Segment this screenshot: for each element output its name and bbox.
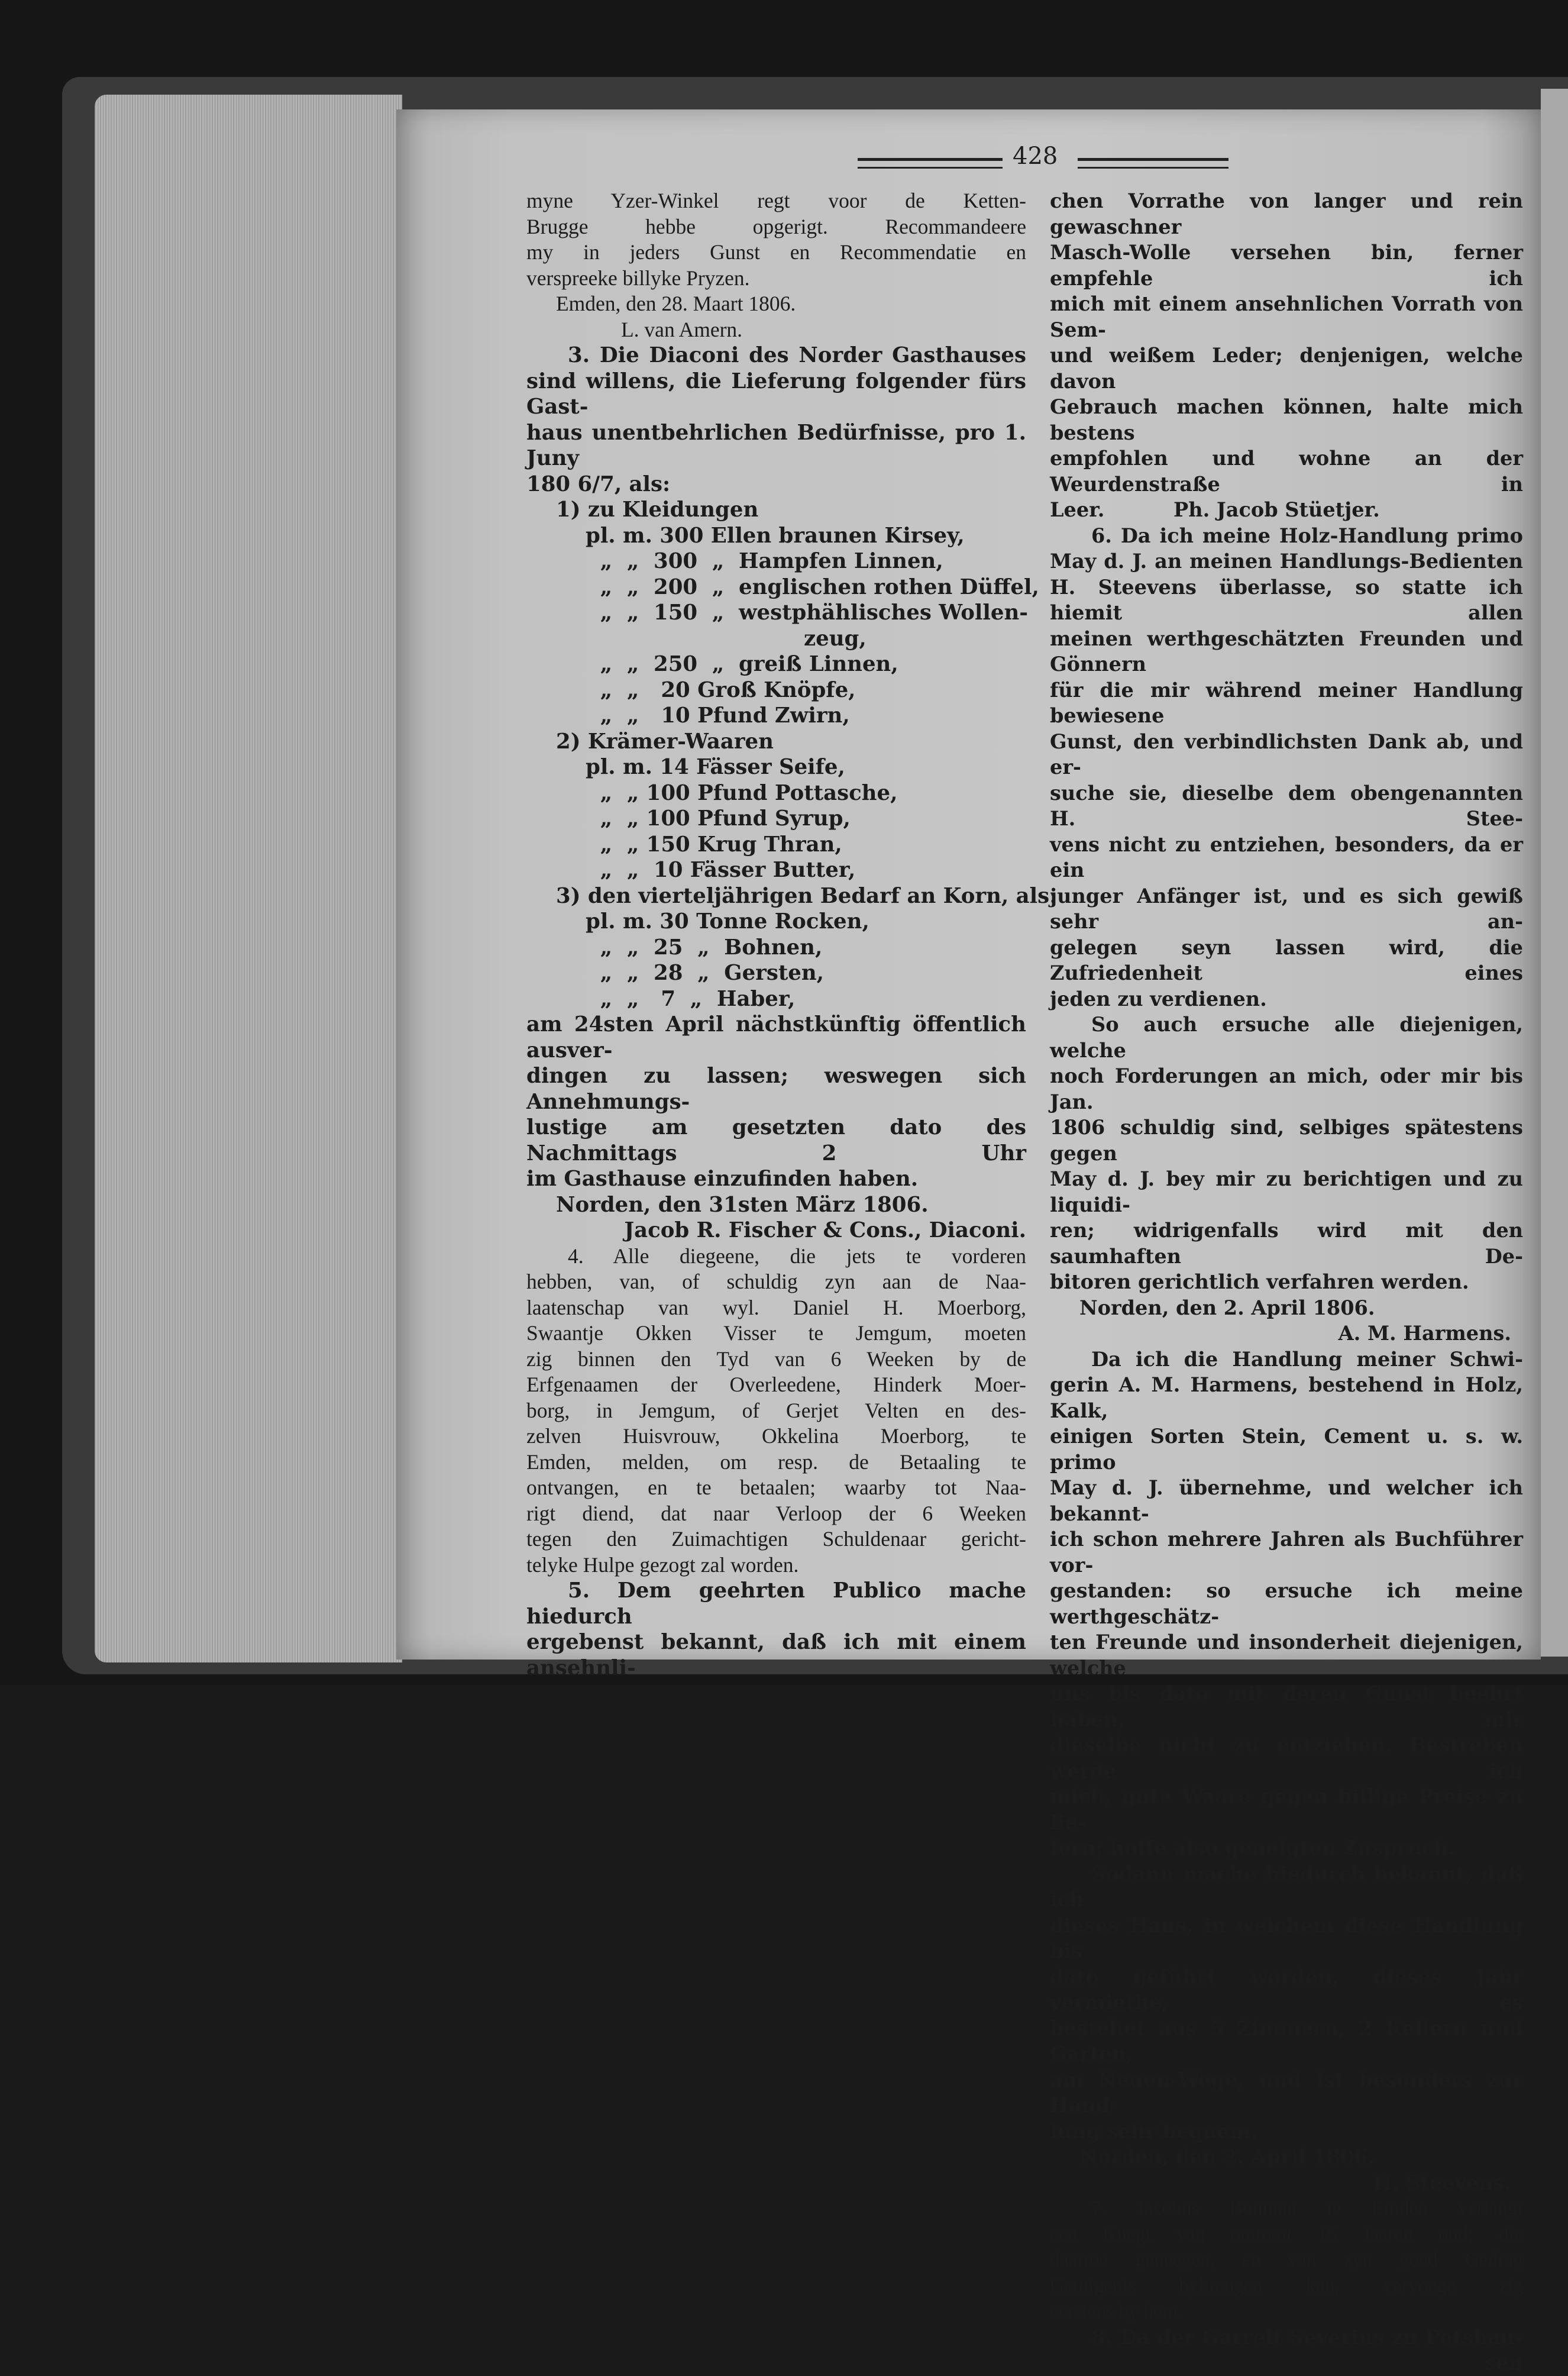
text-line: „ „ 150 „ westphählisches Wollen-: [586, 601, 1028, 625]
text-line: telyke Hulpe gezogt zal worden.: [526, 1552, 799, 1577]
text-line: „ „ 250 „ greiß Linnen,: [586, 652, 898, 676]
text-line: pl. m. 300 Ellen braunen Kirsey,: [586, 523, 965, 548]
text-line: Emden, melden, om resp. de Betaaling te: [526, 1450, 1026, 1474]
text-line: zelven Huisvrouw, Okkelina Moerborg, te: [526, 1424, 1026, 1448]
text-line: May d. J. bey mir zu berichtigen und zu liquidi-: [1050, 1167, 1523, 1216]
text-line: Leer. Ph. Jacob Stüetjer.: [1050, 498, 1380, 521]
text-line: Masch-Wolle versehen bin, ferner empfehle ich: [1050, 241, 1523, 290]
page-edges: [95, 95, 402, 1662]
header-rule-left: [858, 158, 1003, 169]
text-line: myne Yzer-Winkel regt voor de Ketten-: [526, 189, 1026, 212]
page-number: 428: [1013, 143, 1058, 170]
text-line: Gunst, den verbindlichsten Dank ab, und er-: [1050, 729, 1523, 779]
text-line: junger Anfänger ist, und es sich gewiß sehr an-: [1050, 884, 1523, 933]
text-line: Emden, den 28. Maart 1806.: [556, 292, 796, 315]
text-line: L. van Amern.: [621, 317, 743, 341]
text-line: May d. J. übernehme, und welcher ich bekannt-: [1050, 1476, 1523, 1525]
text-line: verspreeke billyke Pryzen.: [526, 266, 750, 290]
text-line: sind willens, die Lieferung folgender fürs Gast-: [526, 369, 1026, 419]
text-line: pl. m. 30 Tonne Rocken,: [586, 909, 869, 934]
text-line: am Neuen-Wege, und ist besonders zur Hand-: [1050, 2068, 1523, 2117]
text-line: „ „ 100 Pfund Syrup,: [586, 806, 851, 831]
right-text-column: [1050, 188, 1523, 2376]
text-line: 1) zu Kleidungen: [556, 498, 759, 522]
text-line: tegen den Zuimachtigen Schuldenaar gericht-: [526, 1527, 1026, 1551]
text-line: Norden, den 2. April 1806.: [1079, 2145, 1375, 2168]
text-line: „ „ 10 Fässer Butter,: [586, 858, 856, 882]
text-line: een Knegt van omtrent 15 Jaaren oud; die: [1050, 2223, 1523, 2245]
text-line: ontvangen, en te betaalen; waarby tot Naa-: [526, 1476, 1026, 1499]
text-line: May d. J. an meinen Handlungs-Bedienten: [1050, 550, 1523, 573]
text-line: gestanden: so ersuche ich meine werthgeschätz-: [1050, 1579, 1523, 1628]
text-line: Getuigenis bybrengen kan, vervoege zig: [1050, 2274, 1523, 2297]
text-line: laatenschap van wyl. Daniel H. Moerborg,: [526, 1295, 1026, 1319]
text-line: gerin A. M. Harmens, bestehend in Holz, Kalk,: [1050, 1373, 1523, 1422]
text-line: jeden zu verdienen.: [1050, 987, 1267, 1011]
text-line: 1806 schuldig sind, selbiges spätestens gegen: [1050, 1116, 1523, 1165]
text-line: hebben, van, of schuldig zyn aan de Naa-: [526, 1270, 1026, 1293]
text-line: „ „ 20 Groß Knöpfe,: [586, 677, 856, 702]
facing-page-edge: [1541, 89, 1568, 1657]
text-line: „ „ 7 „ Haber,: [586, 986, 796, 1011]
text-line: haus unentbehrlichen Bedürfnisse, pro 1. Juny: [526, 420, 1026, 470]
text-line: Sodann mache hiedurch bekannt, daß ich: [1050, 1862, 1523, 1911]
text-line: noch Forderungen an mich, oder mir bis Jan.: [1050, 1064, 1523, 1113]
text-line: mich mit einem ansehnlichen Vorrath von Sem-: [1050, 292, 1523, 341]
text-line: empfohlen und wohne an der Weurdenstraße in: [1050, 447, 1523, 496]
text-line: 3) den vierteljährigen Bedarf an Korn, als:: [556, 883, 1058, 908]
text-line: Gebrauch machen können, halte mich bestens: [1050, 395, 1523, 444]
text-line: für die mir während meiner Handlung bewiesene: [1050, 678, 1523, 727]
text-line: 8. Da der Garrelt Severins zu Potshau-: [1091, 2325, 1523, 2349]
page-header: [858, 145, 1508, 180]
text-line: „ „ 150 Krug Thran,: [586, 832, 842, 857]
text-line: „ „ 300 „ Hampfen Linnen,: [586, 549, 943, 573]
text-line: Brugge hebbe opgerigt. Recommandeere: [526, 214, 1026, 238]
text-line: dieselbe nicht zu entziehen. Bestreben werde ich: [1050, 1733, 1523, 1783]
text-line: meinen werthgeschätzten Freunden und Gönnern: [1050, 627, 1523, 676]
text-line: vens nicht zu entziehen, besonders, da er ein: [1050, 832, 1523, 882]
text-line: H. Steevens überlasse, so statte ich hiemit allen: [1050, 575, 1523, 624]
left-text-column: [526, 188, 1058, 1681]
text-line: 5. Dem geehrten Publico mache hiedurch: [526, 1578, 1026, 1629]
text-line: Erfgenaamen der Overleedene, Hinderk Moer-: [526, 1373, 1026, 1396]
text-line: „ „ 25 „ Bohnen,: [586, 935, 823, 960]
text-line: zig binnen den Tyd van 6 Weeken by de: [526, 1347, 1026, 1371]
text-line: Jacob R. Fischer & Cons., Diaconi.: [624, 1218, 1026, 1242]
text-line: mich, gute Waare gegen billige Preise zu lie-: [1050, 1785, 1523, 1834]
text-line: pl. m. 14 Fässer Seife,: [586, 755, 845, 779]
text-line: Norden, den 2. April 1806.: [1079, 1296, 1375, 1319]
text-line: dingen zu lassen; weswegen sich Annehmungs-: [526, 1064, 1026, 1114]
text-line: bitoren gerichtlich verfahren werden.: [1050, 1270, 1469, 1293]
text-line: einigen Sorten Stein, Cement u. s. w. primo: [1050, 1425, 1523, 1474]
text-line: „ „ 100 Pfund Pottasche,: [586, 780, 898, 805]
text-line: sen: [1485, 2351, 1523, 2374]
text-line: ergebenst bekannt, daß ich mit einem ansehnli-: [526, 1630, 1026, 1680]
text-line: ich schon mehrere Jahren als Buchführer vor-: [1050, 1528, 1523, 1577]
text-line: suche sie, dieselbe dem obengenannten H. Stee-: [1050, 781, 1523, 830]
text-line: dato geführt worden, dieses Jahr vermiethe, es: [1050, 1965, 1523, 2014]
text-line: 4. Alle diegeene, die jets te vorderen: [568, 1244, 1026, 1268]
header-rule-right: [1078, 158, 1228, 169]
text-line: H. Steevens.: [1373, 2171, 1511, 2194]
text-line: A. M. Harmens.: [1338, 1322, 1511, 1345]
text-line: dieses Haus, in welchem diese Handlung bis: [1050, 1913, 1523, 1962]
text-line: 7. Jacobus Bouman te Emden verlangt: [1091, 2197, 1523, 2219]
text-line: eerstens by hem.: [1050, 2300, 1183, 2322]
text-line: bestehet aus 5 Zimmern, 2 Kellern und Garten,: [1050, 2016, 1523, 2065]
text-line: und weißem Leder; denjenigen, welche davon: [1050, 344, 1523, 393]
text-line: „ „ 28 „ Gersten,: [586, 961, 824, 985]
text-line: 180 6/7, als:: [526, 472, 671, 496]
text-line: ren; widrigenfalls wird mit den saumhaften De-: [1050, 1219, 1523, 1268]
text-line: Da ich die Handlung meiner Schwi-: [1091, 1347, 1523, 1371]
text-line: „ „ 200 „ englischen rothen Düffel,: [586, 574, 1039, 599]
text-line: am 24sten April nächstkünftig öffentlich ausver-: [526, 1012, 1026, 1063]
text-line: chen Vorrathe von langer und rein gewaschner: [1050, 189, 1523, 238]
text-line: fern; hoffe also geneigten Zuspruch.: [1050, 1836, 1456, 1860]
text-line: im Gasthause einzufinden haben.: [526, 1167, 919, 1191]
text-line: 3. Die Diaconi des Norder Gasthauses: [568, 343, 1026, 367]
text-line: lustige am gesetzten dato des Nachmittags 2 Uhr: [526, 1115, 1026, 1166]
text-line: So auch ersuche alle diejenigen, welche: [1050, 1013, 1523, 1062]
text-line: lung sehr bequem.: [1050, 2119, 1258, 2143]
text-line: 6. Da ich meine Holz-Handlung primo: [1091, 524, 1523, 547]
text-line: my in jeders Gunst en Recommendatie en: [526, 240, 1026, 264]
text-line: gelegen seyn lassen wird, die Zufriedenheit eines: [1050, 935, 1523, 984]
text-line: uns bis dato mit deren Gunst beehrt haben, mir: [1050, 1682, 1523, 1731]
text-line: 2) Krämer-Waaren: [556, 729, 774, 754]
text-line: zeug,: [621, 626, 867, 651]
text-line: daartoe geneegen, en van zyn goed Gedrag: [1050, 2249, 1523, 2271]
text-line: Norden, den 31sten März 1806.: [556, 1192, 929, 1217]
text-line: ten Freunde und insonderheit diejenigen, welche: [1050, 1631, 1523, 1680]
text-line: Swaantje Okken Visser te Jemgum, moeten: [526, 1321, 1026, 1345]
text-line: „ „ 10 Pfund Zwirn,: [586, 703, 850, 728]
text-line: rigt diend, dat naar Verloop der 6 Weeken: [526, 1501, 1026, 1525]
text-line: borg, in Jemgum, of Gerjet Velten en des-: [526, 1398, 1026, 1422]
